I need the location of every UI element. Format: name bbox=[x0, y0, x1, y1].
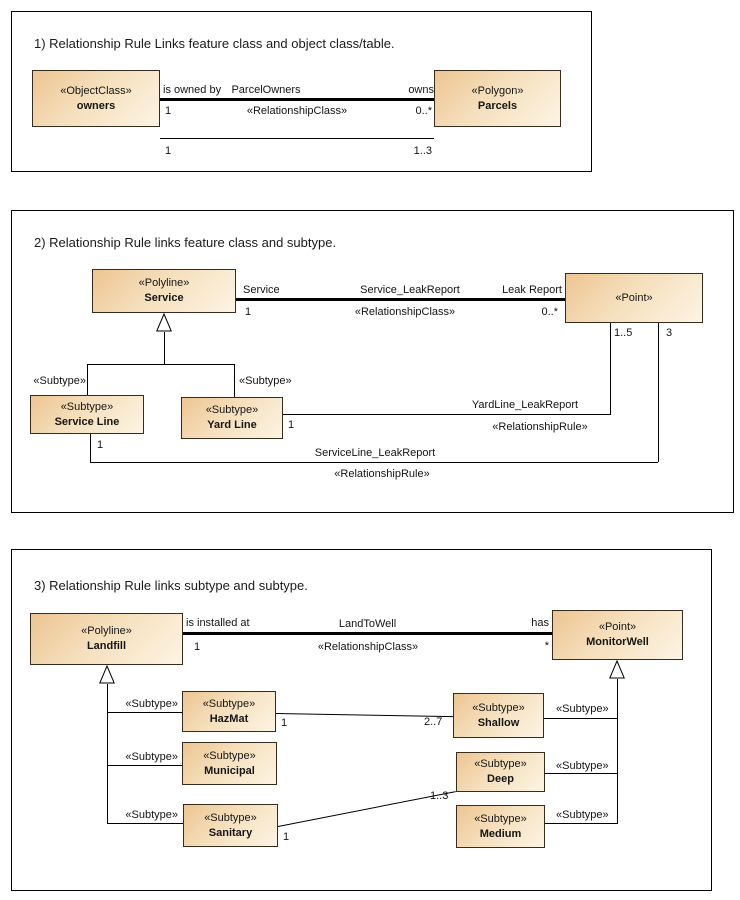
relationship-name-label: ParcelOwners bbox=[231, 84, 301, 96]
subtype-connector-label: «Subtype» bbox=[239, 375, 292, 387]
subtype-box-municipal bbox=[182, 742, 277, 785]
class-stereotype: «Polyline» bbox=[81, 625, 132, 638]
rule-name-label: ServiceLine_LeakReport bbox=[314, 447, 436, 459]
relationship-rule-line bbox=[160, 138, 434, 139]
subtype-name: Sanitary bbox=[208, 826, 253, 839]
subtype-stereotype: «Subtype» bbox=[60, 400, 114, 413]
subtype-name: Service Line bbox=[54, 415, 120, 428]
panel-2-title: 2) Relationship Rule links feature class and subtype. bbox=[34, 235, 337, 250]
subtype-name: Municipal bbox=[204, 764, 255, 777]
subtype-box-deep bbox=[456, 752, 545, 792]
subtype-branch-line bbox=[107, 765, 182, 766]
subtype-name: Medium bbox=[479, 827, 522, 840]
inheritance-triangle-icon bbox=[609, 660, 625, 679]
generalization-line bbox=[617, 679, 618, 824]
subtype-stereotype: «Subtype» bbox=[474, 758, 527, 771]
origin-role-label: Service bbox=[243, 284, 280, 296]
generalization-line bbox=[164, 332, 165, 364]
subtype-stereotype: «Subtype» bbox=[205, 404, 259, 417]
subtype-name: Yard Line bbox=[207, 419, 257, 431]
origin-cardinality: 1 bbox=[194, 641, 201, 653]
rule-origin-cardinality: 1 bbox=[97, 439, 104, 451]
subtype-branch-line bbox=[544, 718, 617, 719]
subtype-box-yard-line bbox=[181, 397, 283, 439]
relationship-stereotype-label: «RelationshipClass» bbox=[354, 306, 456, 318]
subtype-connector-label: «Subtype» bbox=[125, 809, 178, 821]
subtype-connector-label: «Subtype» bbox=[556, 760, 609, 772]
rule-line-serviceline bbox=[90, 462, 658, 463]
subtype-stereotype: «Subtype» bbox=[472, 701, 525, 714]
origin-cardinality: 1 bbox=[165, 105, 172, 117]
subtype-name: Shallow bbox=[477, 716, 520, 729]
destination-role-label: has bbox=[531, 617, 549, 629]
relationship-class-line bbox=[236, 298, 565, 301]
rule-origin-cardinality: 1 bbox=[288, 419, 295, 431]
rule-destination-cardinality: 1..3 bbox=[413, 145, 432, 157]
rule-connector-line bbox=[658, 323, 659, 462]
relationship-class-line bbox=[160, 98, 434, 101]
class-box-owners bbox=[32, 70, 160, 127]
class-box-landfill bbox=[30, 613, 183, 665]
inheritance-triangle-icon bbox=[156, 313, 172, 332]
origin-cardinality: 1 bbox=[245, 306, 252, 318]
class-name: owners bbox=[76, 99, 116, 112]
rule-name-label: YardLine_LeakReport bbox=[471, 399, 579, 411]
generalization-line bbox=[107, 684, 108, 823]
destination-role-label: Leak Report bbox=[502, 284, 562, 296]
inheritance-triangle-icon bbox=[99, 665, 115, 684]
subtype-connector-label: «Subtype» bbox=[125, 751, 178, 763]
class-name: MonitorWell bbox=[586, 636, 649, 648]
subtype-stereotype: «Subtype» bbox=[203, 749, 256, 762]
rule-line-serviceline-drop bbox=[90, 434, 91, 462]
destination-role-label: owns bbox=[408, 84, 434, 96]
origin-role-label: is owned by bbox=[163, 84, 222, 96]
class-stereotype: «Polygon» bbox=[471, 84, 524, 97]
subtype-box-service-line bbox=[30, 395, 144, 434]
relationship-name-label: LandToWell bbox=[338, 618, 397, 630]
generalization-drop-line bbox=[87, 364, 88, 395]
subtype-connector-label: «Subtype» bbox=[556, 703, 609, 715]
subtype-stereotype: «Subtype» bbox=[202, 697, 256, 710]
rule-origin-cardinality: 1 bbox=[283, 831, 290, 843]
rule-destination-cardinality: 1..3 bbox=[430, 790, 449, 802]
subtype-branch-line bbox=[107, 823, 183, 824]
generalization-branch-line bbox=[87, 364, 235, 365]
class-name: Service bbox=[144, 292, 184, 304]
relationship-name-label: Service_LeakReport bbox=[360, 284, 460, 296]
generalization-drop-line bbox=[234, 364, 235, 397]
panel-3 bbox=[11, 549, 712, 891]
rule-origin-cardinality: 1 bbox=[281, 717, 288, 729]
class-name: Landfill bbox=[86, 640, 127, 652]
subtype-connector-label: «Subtype» bbox=[556, 809, 609, 821]
destination-cardinality: 0..* bbox=[541, 306, 558, 318]
class-box-monitorwell bbox=[552, 610, 683, 660]
subtype-box-shallow bbox=[453, 693, 544, 738]
rule-line-yardline bbox=[283, 414, 610, 415]
rule-destination-cardinality: 3 bbox=[666, 327, 673, 339]
class-box-parcels bbox=[434, 70, 561, 127]
relationship-class-line bbox=[183, 632, 552, 635]
relationship-stereotype-label: «RelationshipClass» bbox=[246, 105, 348, 117]
subtype-name: HazMat bbox=[209, 712, 249, 725]
subtype-box-medium bbox=[456, 805, 545, 848]
rule-stereotype-label: «RelationshipRule» bbox=[492, 421, 588, 433]
rule-origin-cardinality: 1 bbox=[165, 145, 172, 157]
subtype-branch-line bbox=[545, 773, 617, 774]
origin-role-label: is installed at bbox=[186, 617, 250, 629]
class-box-leakreport bbox=[565, 273, 703, 323]
class-stereotype: «Point» bbox=[598, 621, 637, 634]
subtype-box-hazmat bbox=[182, 691, 276, 732]
panel-1-title: 1) Relationship Rule Links feature class and object class/table. bbox=[34, 36, 395, 51]
rule-destination-cardinality: 1..5 bbox=[614, 327, 633, 339]
panel-3-title: 3) Relationship Rule links subtype and subtype. bbox=[34, 578, 308, 593]
rule-destination-cardinality: 2..7 bbox=[424, 716, 443, 728]
subtype-branch-line bbox=[107, 712, 182, 713]
subtype-connector-label: «Subtype» bbox=[33, 375, 86, 387]
destination-cardinality: * bbox=[544, 640, 549, 652]
class-stereotype: «Polyline» bbox=[138, 277, 190, 290]
subtype-box-sanitary bbox=[183, 804, 278, 847]
class-stereotype: «ObjectClass» bbox=[60, 84, 132, 97]
relationship-stereotype-label: «RelationshipClass» bbox=[317, 641, 419, 653]
subtype-stereotype: «Subtype» bbox=[474, 812, 527, 825]
subtype-name: Deep bbox=[487, 773, 514, 785]
class-name: Parcels bbox=[477, 99, 518, 112]
destination-cardinality: 0..* bbox=[415, 105, 432, 117]
class-stereotype: «Point» bbox=[615, 291, 653, 304]
subtype-connector-label: «Subtype» bbox=[125, 698, 178, 710]
rule-stereotype-label: «RelationshipRule» bbox=[334, 468, 430, 480]
class-box-service bbox=[92, 269, 236, 313]
subtype-stereotype: «Subtype» bbox=[204, 811, 257, 824]
subtype-branch-line bbox=[545, 823, 617, 824]
